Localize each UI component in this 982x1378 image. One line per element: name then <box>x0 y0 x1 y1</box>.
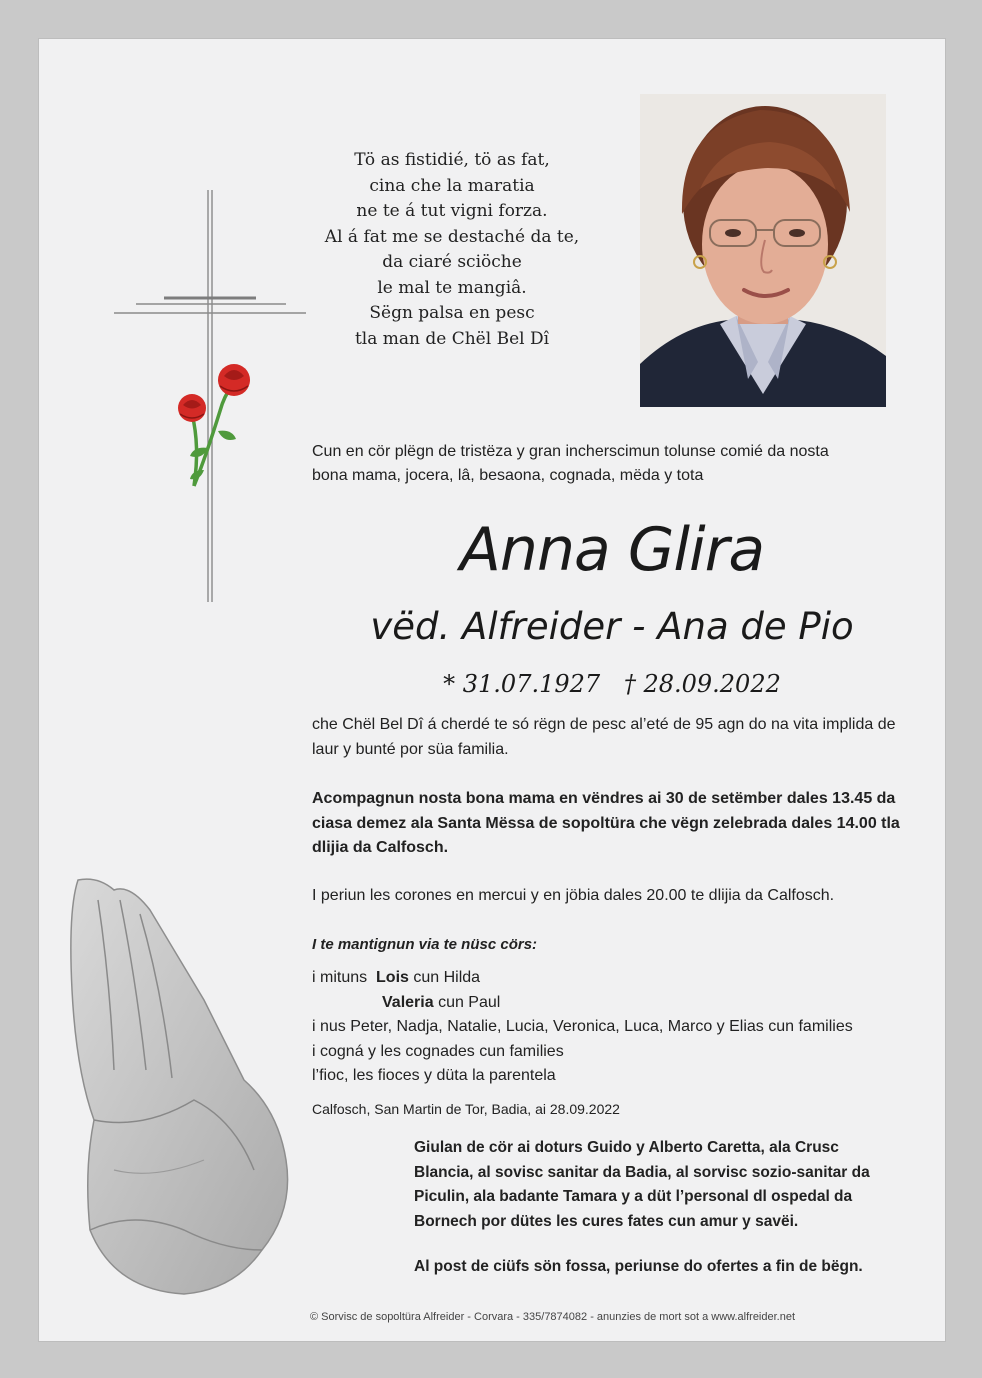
poem-line: cina che la maratia <box>369 175 535 196</box>
funeral-info: Acompagnun nosta bona mama en vëndres ai 30 de setëmber dales 13.45 da ciasa demez ala Santa Mëssa de sopoltüra che vëgn zelebrada dales 14.00 tla dlijia da Calfosch. <box>312 790 900 856</box>
family-line: i mituns Lois cun Hilda <box>312 969 481 986</box>
family-line: i nus Peter, Nadja, Natalie, Lucia, Veronica, Luca, Marco y Elias cun families <box>312 1018 853 1035</box>
poem <box>322 148 582 352</box>
poem-line: tla man de Chël Bel Dî <box>354 328 550 349</box>
birth-date: * 31.07.1927 <box>443 670 601 698</box>
deceased-subname: vëd. Alfreider - Ana de Pio <box>370 605 854 648</box>
deceased-name: Anna Glira <box>459 515 765 585</box>
rosary-info: I periun les corones en mercui y en jöbia dales 20.00 te dlijia da Calfosch. <box>312 887 835 904</box>
poem-line: Tö as fistidié, tö as fat, <box>354 150 550 170</box>
poem-line: le mal te mangiâ. <box>377 277 527 298</box>
mourners-heading: I te mantignun via te nüsc cörs: <box>312 936 538 953</box>
poem-line: ne te á tut vigni forza. <box>356 201 548 221</box>
poem-line: Sëgn palsa en pesc <box>369 303 535 323</box>
death-date: † 28.09.2022 <box>623 670 781 698</box>
roses-icon <box>178 364 250 486</box>
thanks-text: Giulan de cör ai doturs Guido y Alberto Caretta, ala Crusc Blancia, al sovisc sanitar da Badia, al sorvisc sozio-sanitar da Piculin, ala badante Tamara y a düt l’personal dl ospedal da Bornech por dütes les cures fates cun amur y savëi. <box>414 1139 870 1230</box>
poem-line: da ciaré sciöche <box>382 252 522 272</box>
family-line: Valeria cun Paul <box>382 993 501 1011</box>
body-paragraph: che Chël Bel Dî á cherdé te só rëgn de pesc al’eté de 95 agn do na vita implida de laur y bunté por süa familia. <box>312 716 896 758</box>
poem-line: Al á fat me se destaché da te, <box>324 226 580 247</box>
intro-text <box>312 440 912 488</box>
portrait-photo <box>640 94 886 407</box>
final-note: Al post de ciüfs sön fossa, periunse do ofertes a fin de bëgn. <box>414 1258 863 1275</box>
life-dates <box>312 664 912 704</box>
cross-icon <box>108 186 318 615</box>
intro-line: Cun en cör plëgn de tristëza y gran incherscimun tolunse comié da nosta <box>312 443 829 460</box>
family-list <box>312 966 912 1089</box>
intro-line: bona mama, jocera, lâ, besaona, cognada, mëda y tota <box>312 467 704 484</box>
praying-hands-icon <box>54 870 314 1315</box>
family-line: l’fioc, les fioces y düta la parentela <box>312 1067 556 1084</box>
family-line: i cogná y les cognades cun families <box>312 1042 564 1060</box>
place-date: Calfosch, San Martin de Tor, Badia, ai 28.09.2022 <box>312 1101 620 1117</box>
footer-credit: © Sorvisc de sopoltüra Alfreider - Corvara - 335/7874082 - anunzies de mort sot a www.alfreider.net <box>310 1311 796 1323</box>
